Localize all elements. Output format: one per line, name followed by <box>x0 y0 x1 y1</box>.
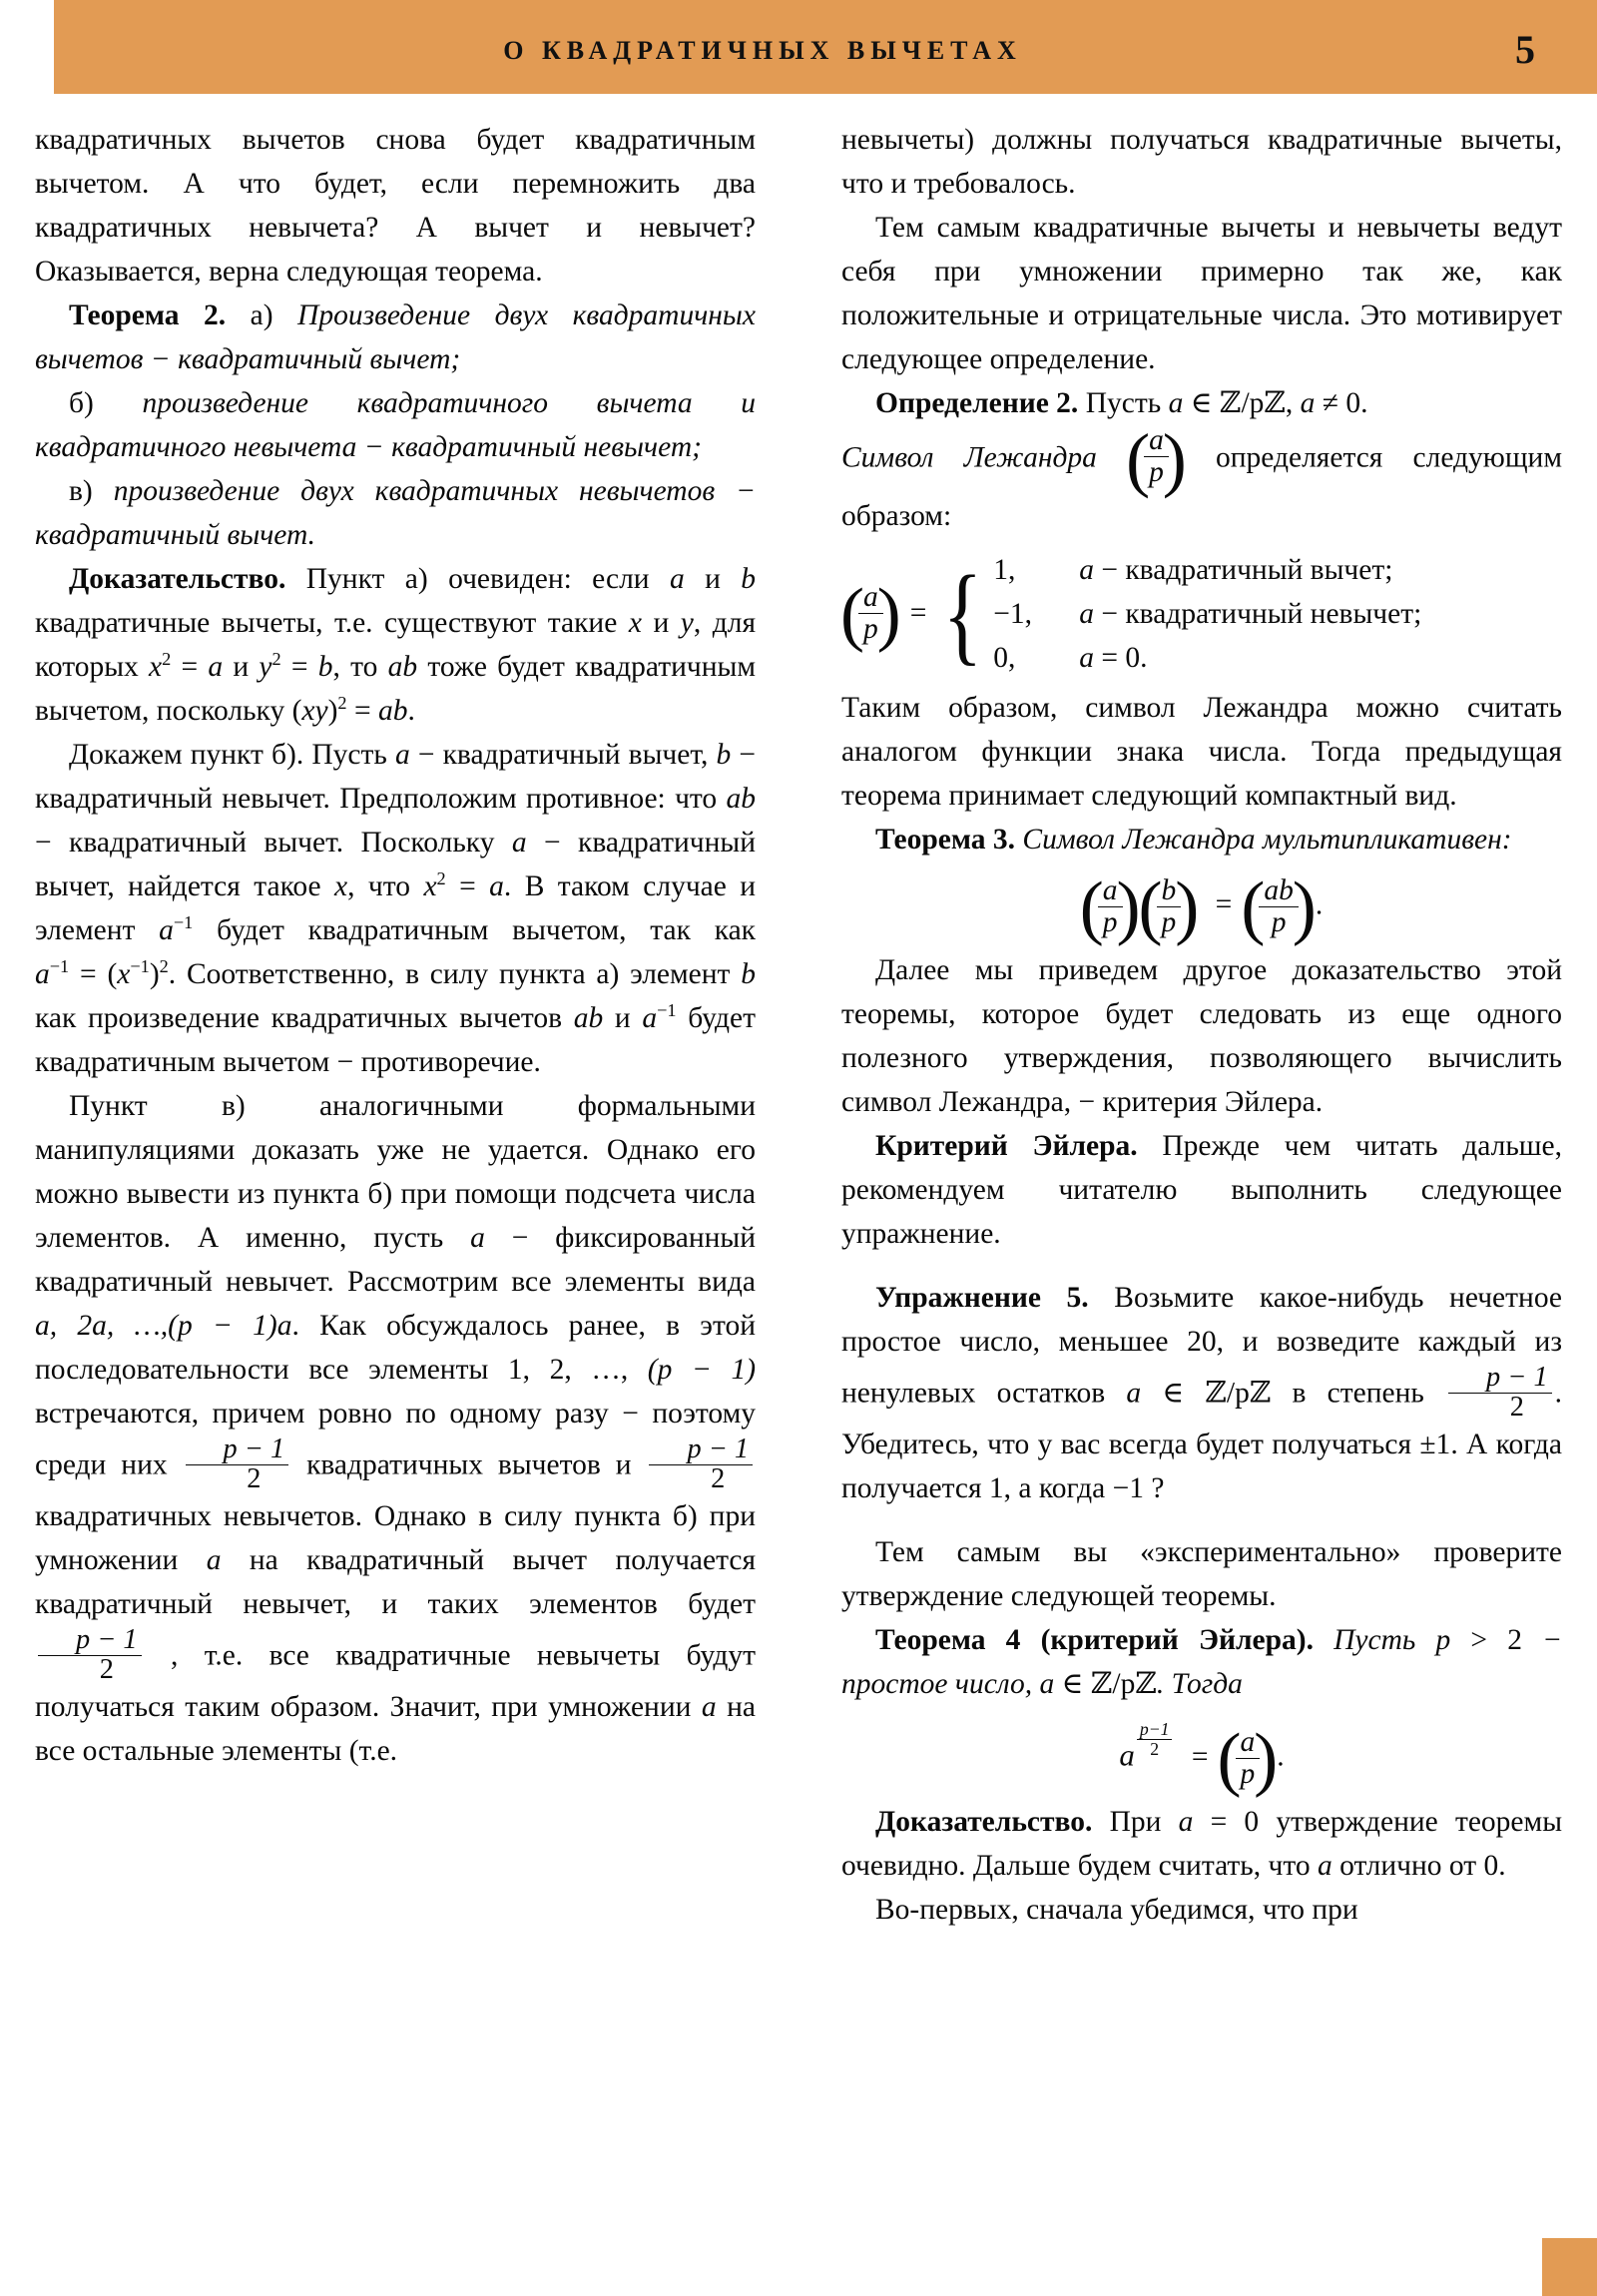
cases-equals-sign: = <box>909 597 927 630</box>
math-ab-2: ab <box>377 695 408 727</box>
math-equals-4: = <box>459 870 476 902</box>
legendre-symbol-definition-line <box>841 419 1563 538</box>
math-var-a-3: a <box>394 739 410 771</box>
math-exp-minus1-c: −1 <box>130 956 150 977</box>
fraction-numerator-a: p − 1 <box>223 1434 285 1464</box>
proof-paragraph-2 <box>35 733 756 1084</box>
legendre-cases-lhs <box>840 552 993 675</box>
exponent-numerator: p−1 <box>1139 1719 1170 1740</box>
fraction-p-minus-1-over-2-a <box>186 1435 289 1494</box>
euler-equation-period: . <box>1277 1740 1285 1773</box>
math-var-x-5: x <box>423 870 437 902</box>
exercise-5-t1: Возьмите какое-нибудь нечетное простое число, меньшее 20, и возведите каждый из ненулевых остатков <box>841 1282 1563 1410</box>
math-var-b-4: b <box>741 958 756 990</box>
legendre-numerator-6: a <box>1240 1726 1256 1759</box>
fraction-denominator-b: 2 <box>649 1464 753 1494</box>
proof-p2-t6: , что <box>347 870 411 902</box>
theorem-2-item-v-para <box>35 469 756 557</box>
theorem-4-t2: − простое число, <box>841 1624 1563 1701</box>
legendre-numerator-4: b <box>1161 873 1177 906</box>
legendre-left-paren-5: ( <box>1241 865 1266 946</box>
legendre-multiplicative-equation <box>841 865 1562 946</box>
legendre-right-paren-3: ) <box>1116 865 1141 946</box>
math-var-a-6: a <box>159 914 174 946</box>
legendre-symbol-a-p-4 <box>1217 1718 1279 1799</box>
math-ab-1: ab <box>387 651 418 683</box>
math-minus-one: −1 <box>1112 1472 1144 1505</box>
proof-paragraph-1 <box>35 557 756 733</box>
math-var-a-8: a <box>642 1002 658 1034</box>
math-zmod-2: ℤ/pℤ <box>1205 1377 1272 1410</box>
math-var-b-3: b <box>716 739 732 771</box>
theorem-3-label: Теорема 3. <box>875 823 1016 856</box>
math-exp-2-a: 2 <box>162 649 172 670</box>
math-var-b-2: b <box>317 651 333 683</box>
math-lparen-2: ( <box>107 958 118 990</box>
proof-s1h: тоже будет квадратичным вычетом, поскольку <box>35 651 757 727</box>
exercise-5-t3: . Убедитесь, что у вас всегда будет получаться <box>841 1377 1562 1461</box>
theorem-2-item-b: произведение квадратичного вычета и квадратичного невычета − квадратичный невычет; <box>35 387 756 463</box>
proof-s1c: квадратичные вычеты, т.е. существуют такие <box>35 607 618 639</box>
legendre-right-paren-1: ) <box>1162 419 1187 500</box>
proof-p3-t4: встречаются, причем ровно по одному разу − поэтому среди них <box>35 1398 756 1481</box>
math-p-gt-2 <box>1436 1624 1522 1656</box>
proof-p3-t9: на все остальные элементы (т.е. <box>35 1690 757 1767</box>
proof-p3-t2: − фиксированный квадратичный невычет. Рассмотрим все элементы вида <box>35 1222 757 1298</box>
math-var-a-9: a <box>470 1222 485 1254</box>
case-3-description <box>1079 636 1147 680</box>
math-var-a-13: a <box>1300 387 1316 419</box>
proof-p2-t4: − квадратичный вычет. Поскольку <box>35 827 495 859</box>
legendre-denominator-4: p <box>1157 906 1182 938</box>
legendre-denominator-6: p <box>1236 1758 1261 1790</box>
paragraph-intro-text: квадратичных вычетов снова будет квадратичным вычетом. А что будет, если перемножить два квадратичных невычета? А вычет и невычет? Оказывается, верна следующая теорема. <box>35 124 756 287</box>
cases-list <box>993 548 1421 680</box>
fraction-denominator-a: 2 <box>186 1464 289 1494</box>
proof-p2-t5: − квадратичный вычет, найдется такое <box>35 827 757 902</box>
math-exp-2-d: 2 <box>436 868 446 889</box>
case-line-2 <box>993 592 1421 636</box>
euler-criterion-text: Прежде чем читать дальше, рекомендуем читателю выполнить следующее упражнение. <box>841 1130 1562 1251</box>
proof-p2-t11: и <box>614 1002 631 1034</box>
math-var-x-4: x <box>334 870 348 902</box>
legendre-numerator-5: ab <box>1264 873 1294 906</box>
math-zmod-3: ℤ/pℤ <box>1090 1668 1157 1701</box>
fraction-p-minus-1-over-2-d <box>1448 1364 1552 1423</box>
equation-x-squared-eq-a-2 <box>423 870 503 902</box>
exponent-fraction-p-minus-1-over-2 <box>1137 1720 1173 1758</box>
legendre-left-paren-3: ( <box>1079 865 1104 946</box>
math-var-a-4: a <box>511 827 527 859</box>
exercise-5-t5: ? <box>1151 1472 1165 1505</box>
math-seq-a: a, 2a, …, <box>35 1310 169 1342</box>
case-2-description <box>1079 592 1421 636</box>
theorem-3-statement <box>841 818 1562 861</box>
math-a-inverse-2 <box>642 1002 676 1034</box>
right-paragraph-6: Во-первых, сначала убедимся, что при <box>875 1894 1358 1927</box>
proof-p3-t1: Пункт в) аналогичными формальными манипуляциями доказать уже не удается. Однако его можно вывести из пункта б) при помощи подсчета числа элементов. А именно, пусть <box>35 1090 756 1254</box>
math-exp-minus1-b: −1 <box>49 956 70 977</box>
math-a-in-zmod-3 <box>1040 1668 1157 1700</box>
math-var-a-1: a <box>669 563 685 595</box>
theorem-2-statement <box>35 293 756 381</box>
exercise-5-t2: в степень <box>1292 1377 1424 1410</box>
proof-p3-t6: квадратичных невычетов. Однако в силу пункта б) при умножении <box>35 1499 756 1576</box>
theorem-2-item-v-marker: в) <box>69 475 93 507</box>
theorem-2-label: Теорема 2. <box>69 299 227 331</box>
proof-s1a: Пункт а) очевиден: если <box>305 563 650 595</box>
legendre-denominator-5: p <box>1259 906 1299 938</box>
math-var-a-21: a <box>1317 1850 1332 1883</box>
proof-s1end: . <box>407 695 415 727</box>
theorem-2-item-b-marker: б) <box>69 387 94 419</box>
legendre-numerator-1: a <box>1149 424 1164 456</box>
math-var-a-16: a <box>1079 641 1094 674</box>
page-header-title: О КВАДРАТИЧНЫХ ВЫЧЕТАХ <box>503 36 1022 65</box>
proof-s1d: и <box>653 607 670 639</box>
math-sequence-one-two <box>508 1354 756 1386</box>
fraction-numerator-b: p − 1 <box>687 1434 750 1464</box>
legendre-symbol-name: Символ Лежандра <box>841 441 1097 474</box>
math-var-p-1: p <box>1435 1624 1451 1657</box>
math-neq-1: ≠ <box>1322 387 1338 419</box>
math-var-a-15: a <box>1079 597 1094 630</box>
math-a-in-zmod-2 <box>1126 1378 1271 1410</box>
definition-2-paragraph <box>841 381 1562 425</box>
case-1-desc-text: − квадратичный вычет; <box>1101 553 1393 586</box>
math-equals-1: = <box>181 651 199 683</box>
case-3-desc-text: = 0. <box>1101 641 1148 674</box>
math-equals-3: = <box>353 695 371 727</box>
equation-y-squared-eq-b <box>259 651 332 683</box>
math-sequence-a-2a <box>35 1310 291 1342</box>
theorem-4-statement <box>841 1618 1562 1706</box>
math-in-2: ∈ <box>1162 1377 1185 1410</box>
theorem-4-t1: Пусть <box>1333 1624 1416 1657</box>
multiplicative-period: . <box>1315 888 1324 921</box>
equation-a-inv-eq-x-inv-squared <box>35 958 169 990</box>
right-paragraph-2: Тем самым квадратичные вычеты и невычеты ведут себя при умножении примерно так же, как положительные и отрицательные числа. Это мотивирует следующее определение. <box>841 212 1562 375</box>
legendre-left-paren-1: ( <box>1126 419 1151 500</box>
proof-s1f: и <box>233 651 250 683</box>
left-text-column <box>35 118 756 1773</box>
legendre-cases-equation <box>841 548 1562 680</box>
equation-x-squared-eq-a <box>149 651 223 683</box>
proof-s1e: , для которых <box>35 607 757 683</box>
math-ab-4: ab <box>573 1002 604 1034</box>
legendre-denominator-2: p <box>858 613 883 645</box>
euler-equation-equals-sign: = <box>1191 1740 1209 1773</box>
math-exp-minus1-d: −1 <box>657 1000 677 1021</box>
proof-p2-t8: будет квадратичным вычетом, так как <box>217 914 756 946</box>
exponent-denominator: 2 <box>1137 1739 1173 1759</box>
theorem-4-label: Теорема 4 (критерий Эйлера). <box>875 1624 1314 1657</box>
bottom-corner-marker <box>1542 2238 1597 2296</box>
proof-2-label: Доказательство. <box>875 1806 1093 1839</box>
legendre-right-paren-5: ) <box>1292 865 1317 946</box>
legendre-denominator-3: p <box>1098 906 1123 938</box>
case-2-value: −1, <box>993 597 1032 630</box>
case-line-1 <box>993 548 1421 592</box>
legendre-denominator-1: p <box>1144 456 1169 488</box>
proof-s1b: и <box>705 563 721 595</box>
math-seq-one-two: 1, 2, …, <box>507 1354 629 1386</box>
math-two-1: 2 <box>1507 1624 1522 1657</box>
right-paragraph-4: Далее мы приведем другое доказательство этой теоремы, которое будет следовать из еще одного полезного утверждения, позволяющего вычислить символ Лежандра, − критерия Эйлера. <box>841 954 1562 1119</box>
math-plus-minus-one: ±1 <box>1419 1429 1451 1461</box>
legendre-symbol-a-p-3 <box>1079 865 1141 946</box>
proof-s1g: , то <box>332 651 378 683</box>
definition-2-t2: , <box>1285 387 1294 419</box>
theorem-2-item-a-marker: а) <box>250 299 273 331</box>
proof-p3-t8: , т.е. все квадратичные невычеты будут получаться таким образом. Значит, при умножении <box>35 1639 756 1723</box>
proof-label: Доказательство. <box>69 563 286 595</box>
math-a-inverse-1 <box>159 914 193 946</box>
case-2-desc-text: − квадратичный невычет; <box>1101 597 1422 630</box>
math-exp-minus1-a: −1 <box>173 912 194 933</box>
math-a-in-zmod-1 <box>1169 387 1286 419</box>
math-paren-p-minus-1-a: (p − 1)a <box>168 1310 292 1342</box>
legendre-left-paren-6: ( <box>1217 1718 1242 1799</box>
euler-criterion-paragraph <box>841 1124 1562 1256</box>
exercise-5-label: Упражнение 5. <box>875 1282 1089 1315</box>
definition-2-t4: определяется следующим образом: <box>841 441 1563 532</box>
definition-2-label: Определение 2. <box>875 387 1079 419</box>
math-equals-2: = <box>290 651 308 683</box>
math-var-a-14: a <box>1079 553 1094 586</box>
theorem-2-item-b-para <box>35 381 756 469</box>
legendre-right-paren-4: ) <box>1175 865 1200 946</box>
math-var-x-3: x <box>301 695 315 727</box>
math-zero-1: 0 <box>1345 387 1361 419</box>
case-1-description <box>1079 548 1392 592</box>
math-zmod-1: ℤ/pℤ <box>1219 387 1286 419</box>
math-var-a-12: a <box>1168 387 1184 419</box>
math-gt-1: > <box>1470 1624 1488 1657</box>
math-exp-2-b: 2 <box>271 649 281 670</box>
proof-2-t2: = 0 утверждение теоремы очевидно. Дальше будем считать, что <box>841 1806 1563 1883</box>
fraction-p-minus-1-over-2-b <box>649 1435 753 1494</box>
math-in-1: ∈ <box>1190 387 1213 419</box>
cases-left-brace: { <box>942 552 983 675</box>
math-var-a-19: a <box>1119 1737 1135 1773</box>
math-var-a-11: a <box>701 1690 717 1723</box>
fraction-denominator-c: 2 <box>38 1655 142 1685</box>
math-lparen-1: ( <box>291 695 302 727</box>
math-var-a-20: a <box>1178 1806 1194 1839</box>
page-number: 5 <box>1515 27 1535 72</box>
euler-criterion-label: Критерий Эйлера. <box>875 1130 1138 1163</box>
proof-paragraph-3 <box>35 1084 756 1773</box>
right-paragraph-5: Тем самым вы «экспериментально» проверите утверждение следующей теоремы. <box>841 1536 1562 1613</box>
fraction-numerator-d: p − 1 <box>1486 1362 1548 1394</box>
legendre-symbol-a-p-1 <box>1126 419 1187 500</box>
math-var-y-1: y <box>680 607 694 639</box>
theorem-4-t3: . Тогда <box>1156 1668 1243 1701</box>
right-text-column <box>841 118 1562 1932</box>
case-3-value: 0, <box>993 641 1016 674</box>
proof-2-t3: отлично от 0. <box>1339 1850 1506 1883</box>
theorem-2-item-v: произведение двух квадратичных невычетов − квадратичный вычет. <box>35 475 757 551</box>
math-equals-5: = <box>80 958 97 990</box>
page-header-bar <box>54 0 1597 94</box>
legendre-symbol-b-p <box>1138 865 1200 946</box>
proof-p3-t5: квадратичных вычетов и <box>306 1448 632 1481</box>
legendre-right-paren-6: ) <box>1254 1718 1279 1799</box>
euler-criterion-equation <box>841 1718 1562 1799</box>
case-line-3 <box>993 636 1421 680</box>
math-var-b-1: b <box>741 563 757 595</box>
math-paren-p-minus-1: (p − 1) <box>647 1354 757 1386</box>
proof-p2-t1: Докажем пункт б). Пусть <box>69 739 387 771</box>
proof-p3-t7: на квадратичный вычет получается квадратичный невычет, и таких элементов будет <box>35 1543 757 1620</box>
legendre-numerator-2: a <box>863 580 878 613</box>
proof-p2-t3: − квадратичный невычет. Предположим противное: что <box>35 739 757 815</box>
proof-p2-t9: . Соответственно, в силу пункта а) элемент <box>168 958 731 990</box>
legendre-right-paren-2: ) <box>876 573 901 654</box>
legendre-left-paren-4: ( <box>1138 865 1163 946</box>
right-paragraph-1: невычеты) должны получаться квадратичные вычеты, что и требовалось. <box>841 124 1562 200</box>
legendre-symbol-a-p-2 <box>840 573 901 654</box>
math-var-y-2: y <box>259 651 272 683</box>
proof-p2-t10: как произведение квадратичных вычетов <box>35 1002 563 1034</box>
proof-p2-t7: . В таком случае и элемент <box>35 870 757 946</box>
math-var-a-18: a <box>1039 1668 1055 1701</box>
proof-p2-t12: будет квадратичным вычетом − противоречие. <box>35 1002 757 1078</box>
exercise-5-t4: . А когда получается 1, а когда <box>841 1429 1562 1505</box>
fraction-p-minus-1-over-2-c <box>38 1623 142 1685</box>
theorem-3-text: Символ Лежандра мультипликативен: <box>1022 823 1512 856</box>
math-var-a-17: a <box>1126 1377 1142 1410</box>
legendre-left-paren-2: ( <box>840 573 865 654</box>
definition-2-t3: . <box>1360 387 1368 419</box>
legendre-numerator-3: a <box>1102 873 1118 906</box>
proof-2-paragraph <box>841 1800 1562 1888</box>
exercise-5-paragraph <box>841 1276 1562 1510</box>
fraction-denominator-d: 2 <box>1448 1393 1552 1423</box>
math-in-3: ∈ <box>1061 1668 1084 1701</box>
theorem-2-item-a: Произведение двух квадратичных вычетов − квадратичный вычет; <box>35 299 756 375</box>
legendre-symbol-ab-p <box>1241 865 1317 946</box>
math-ab-3: ab <box>726 783 756 815</box>
math-var-x-1: x <box>628 607 642 639</box>
proof-p3-t3: . Как обсуждалось ранее, в этой последовательности все элементы <box>35 1310 757 1386</box>
math-var-x-6: x <box>117 958 131 990</box>
fraction-numerator-c: p − 1 <box>76 1623 138 1655</box>
right-paragraph-3: Таким образом, символ Лежандра можно считать аналогом функции знака числа. Тогда предыдущая теорема принимает следующий компактный вид. <box>841 691 1562 812</box>
math-var-y-3: y <box>314 695 328 727</box>
proof-p2-t2: − квадратичный вычет, <box>417 739 709 771</box>
math-rparen-2: ) <box>149 958 160 990</box>
equation-xy-squared-eq-ab <box>292 695 408 727</box>
math-var-a-7: a <box>35 958 50 990</box>
math-a-neq-0 <box>1301 387 1360 419</box>
math-var-x-2: x <box>149 651 163 683</box>
math-exp-2-c: 2 <box>337 693 347 714</box>
paragraph-intro <box>35 118 756 293</box>
math-var-a-5: a <box>489 870 504 902</box>
math-rparen-1: ) <box>327 695 338 727</box>
proof-2-t1: При <box>1109 1806 1162 1839</box>
case-1-value: 1, <box>993 553 1016 586</box>
multiplicative-equals-sign: = <box>1215 888 1233 921</box>
definition-2-t1: Пусть <box>1085 387 1162 419</box>
math-exp-2-e: 2 <box>159 956 169 977</box>
math-var-a-10: a <box>206 1543 222 1576</box>
math-var-a-2: a <box>208 651 224 683</box>
